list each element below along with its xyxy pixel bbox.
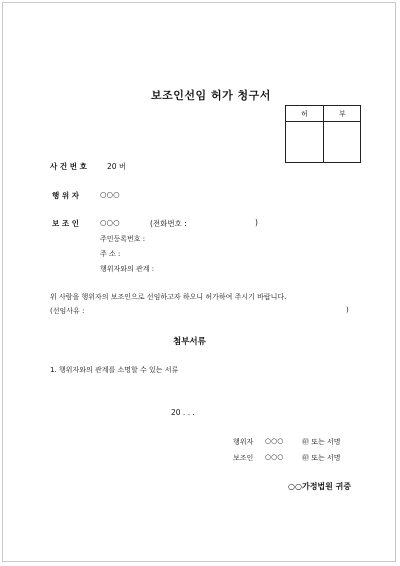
request-text: 위 사람을 행위자의 보조인으로 선임하고자 하오니 허가하여 주시기 바랍니다. bbox=[50, 293, 287, 301]
document-title: 보조인선임 허가 청구서 bbox=[151, 89, 271, 102]
case-number-value: 20 버 bbox=[107, 162, 127, 171]
rrn-label: 주민등록번호 : bbox=[100, 235, 146, 243]
signature-name: ○○○ bbox=[265, 437, 284, 445]
offender-name: ○○○ bbox=[100, 190, 120, 199]
case-number-label: 사 건 번 호 bbox=[50, 162, 87, 171]
reason-close: ) bbox=[346, 306, 349, 314]
signature-role: 행위자 bbox=[233, 438, 254, 446]
address-label: 주 소 : bbox=[100, 250, 121, 258]
document-page bbox=[2, 2, 396, 562]
signature-name: ○○○ bbox=[265, 453, 284, 461]
signature-seal: ㊞ 또는 서명 bbox=[302, 438, 341, 446]
assistant-name: ○○○ bbox=[100, 218, 120, 227]
rejection-label: 부 bbox=[339, 110, 346, 118]
approval-box bbox=[285, 105, 361, 163]
phone-label: (전화번호 : bbox=[150, 219, 187, 228]
approval-box-divider bbox=[323, 106, 324, 162]
signature-role: 보조인 bbox=[233, 454, 254, 462]
date-line: 20 . . . bbox=[171, 408, 195, 417]
court-addressee: ○○가정법원 귀중 bbox=[288, 482, 352, 491]
phone-close: ) bbox=[255, 218, 258, 227]
attachment-item: 1. 행위자와의 관계를 소명할 수 있는 서류 bbox=[50, 366, 179, 374]
approval-label: 허 bbox=[301, 110, 308, 118]
attachments-title: 첨부서류 bbox=[173, 337, 206, 347]
offender-label: 행 위 자 bbox=[52, 191, 79, 200]
assistant-label: 보 조 인 bbox=[52, 219, 79, 228]
reason-label: (선임사유 : bbox=[50, 307, 85, 315]
relation-label: 행위자와의 관계 : bbox=[100, 265, 155, 273]
signature-seal: ㊞ 또는 서명 bbox=[302, 454, 341, 462]
